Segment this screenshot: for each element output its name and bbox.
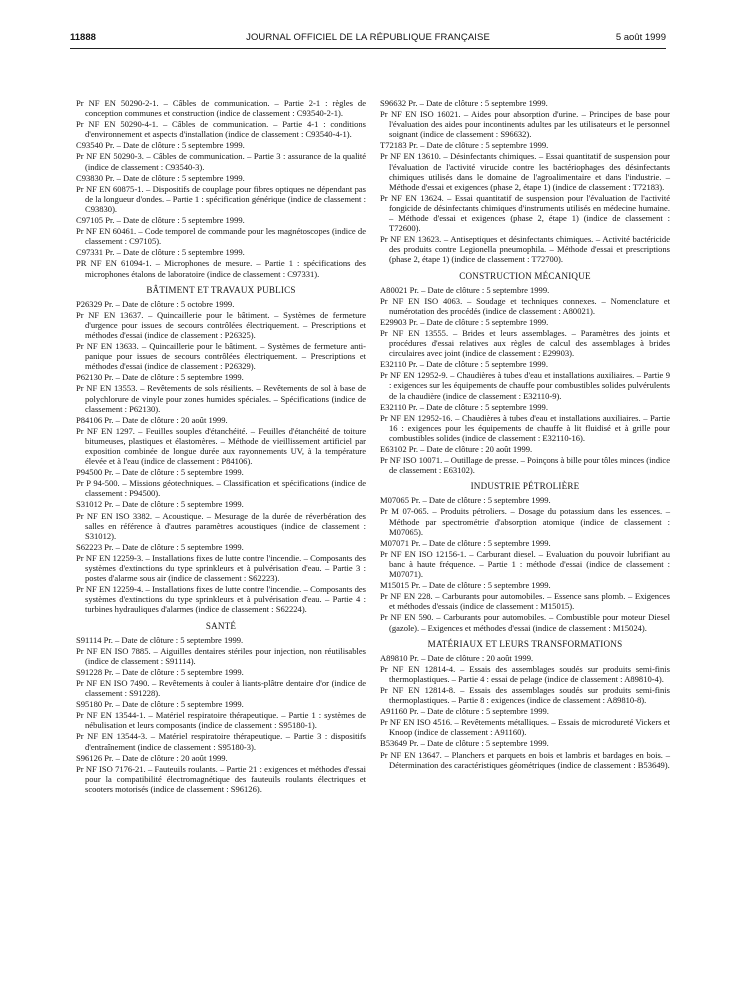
section-heading: CONSTRUCTION MÉCANIQUE bbox=[459, 270, 591, 281]
standard-entry: Pr NF EN 60461. – Code temporel de commande pour les magnétoscopes (indice de classement : C97105). bbox=[76, 226, 366, 247]
closing-date-line: A80021 Pr. – Date de clôture : 5 septembre 1999. bbox=[380, 284, 550, 295]
standard-entry: Pr NF EN ISO 16021. – Aides pour absorption d'urine. – Principes de base pour l'évaluation des aides pour incontinents adultes par les utilisateurs et le personnel soignant (indice de classement : S96632). bbox=[380, 109, 670, 140]
closing-date-line: M07065 Pr. – Date de clôture : 5 septembre 1999. bbox=[380, 495, 551, 506]
standard-entry: PR NF EN 61094-1. – Microphones de mesure. – Partie 1 : spécifications des microphones étalons de laboratoire (indice de classement : C97331). bbox=[76, 258, 366, 279]
standard-entry: Pr NF EN ISO 7885. – Aiguilles dentaires stériles pour injection, non réutilisables (indice de classement : S91114). bbox=[76, 645, 366, 666]
right-column bbox=[380, 98, 670, 771]
closing-date-line: C97331 Pr. – Date de clôture : 5 septembre 1999. bbox=[76, 247, 245, 258]
left-column bbox=[76, 98, 366, 795]
standard-entry: Pr NF EN 228. – Carburants pour automobiles. – Essence sans plomb. – Exigences et méthodes d'essais (indice de classement : M15015). bbox=[380, 591, 670, 612]
standard-entry: Pr NF ISO 7176-21. – Fauteuils roulants. – Partie 21 : exigences et méthodes d'essai pour la compatibilité électromagnétique des fauteuils roulants électriques et scooters motorisés (indice de classement : S96126). bbox=[76, 763, 366, 794]
standard-entry: Pr NF EN 13610. – Désinfectants chimiques. – Essai quantitatif de suspension pour l'évaluation de l'activité virucide contre les bactériophages des désinfectants chimiques utilisés dans le domaine de l'agroalimentaire et dans l'industrie. – Méthode d'essai et exigences (phase 2, étape 1) (indice de classement : T72183). bbox=[380, 151, 670, 192]
standard-entry: Pr NF EN 50290-3. – Câbles de communication. – Partie 3 : assurance de la qualité (indice de classement : C93540-3). bbox=[76, 151, 366, 172]
closing-date-line: A89810 Pr. – Date de clôture : 20 août 1999. bbox=[380, 652, 534, 663]
standard-entry: Pr NF EN 13555. – Brides et leurs assemblages. – Paramètres des joints et procédures d'essai relatives aux règles de calcul des assemblages à brides circulaires avec joint (indice de classement : E29903). bbox=[380, 327, 670, 359]
closing-date-line: M07071 Pr. – Date de clôture : 5 septembre 1999. bbox=[380, 537, 551, 548]
closing-date-line: P84106 Pr. – Date de clôture : 20 août 1999. bbox=[76, 414, 228, 425]
closing-date-line: P62130 Pr. – Date de clôture : 5 septembre 1999. bbox=[76, 372, 244, 383]
closing-date-line: P26329 Pr. – Date de clôture : 5 octobre 1999. bbox=[76, 298, 235, 309]
closing-date-line: S91114 Pr. – Date de clôture : 5 septembre 1999. bbox=[76, 634, 244, 645]
page-number: 11888 bbox=[70, 32, 96, 43]
standard-entry: Pr P 94-500. – Missions géotechniques. – Classification et spécifications (indice de classement : P94500). bbox=[76, 478, 366, 499]
standard-entry: Pr NF EN 12952-9. – Chaudières à tubes d'eau et installations auxiliaires. – Partie 9 : exigences sur les équipements de chauffe pour combustibles solides pulvérulents de la chaudière (indice de classement : E32110-9). bbox=[380, 370, 670, 401]
standard-entry: Pr NF EN 12952-16. – Chaudières à tubes d'eau et installations auxiliaires. – Partie 16 : exigences pour les équipements de chauffe à lit fluidisé et à grille pour combustibles solides (indice de classement : E32110-16). bbox=[380, 412, 670, 443]
section-heading: SANTÉ bbox=[205, 620, 237, 631]
standard-entry: Pr NF EN 50290-4-1. – Câbles de communication. – Partie 4-1 : conditions d'environnement et aspects d'installation (indice de classement : C93540-4-1). bbox=[76, 119, 366, 140]
closing-date-line: T72183 Pr. – Date de clôture : 5 septembre 1999. bbox=[380, 140, 549, 151]
standard-entry: Pr NF EN 13553. – Revêtements de sols résilients. – Revêtements de sol à base de polychlorure de vinyle pour zones humides spéciales. – Spécifications (indice de classement : P62130). bbox=[76, 383, 366, 414]
page-header bbox=[70, 32, 666, 46]
standard-entry: Pr NF EN 13544-3. – Matériel respiratoire thérapeutique. – Partie 3 : dispositifs d'entraînement (indice de classement : S95180-3). bbox=[76, 731, 366, 752]
section-heading: MATÉRIAUX ET LEURS TRANSFORMATIONS bbox=[427, 638, 623, 649]
standard-entry: Pr NF EN 1297. – Feuilles souples d'étanchéité. – Feuilles d'étanchéité de toiture bitumeuses, plastiques et élastomères. – Méthode de vieillissement artificiel par exposition combinée de longue durée aux rayonnements UV, à la température élevée et à l'eau (indice de classement : P84106). bbox=[76, 425, 366, 467]
standard-entry: Pr NF ISO 10071. – Outillage de presse. – Poinçons à bille pour tôles minces (indice de classement : E63102). bbox=[380, 455, 670, 476]
closing-date-line: A91160 Pr. – Date de clôture : 5 septembre 1999. bbox=[380, 706, 549, 717]
closing-date-line: S62223 Pr. – Date de clôture : 5 septembre 1999. bbox=[76, 541, 244, 552]
closing-date-line: M15015 Pr. – Date de clôture : 5 septembre 1999. bbox=[380, 580, 551, 591]
standard-entry: Pr NF EN ISO 4063. – Soudage et techniques connexes. – Nomenclature et numérotation des procédés (indice de classement : A80021). bbox=[380, 295, 670, 316]
standard-entry: Pr M 07-065. – Produits pétroliers. – Dosage du potassium dans les essences. – Méthode par spectrométrie d'absorption atomique (indice de classement : M07065). bbox=[380, 506, 670, 537]
standard-entry: Pr NF EN ISO 4516. – Revêtements métalliques. – Essais de microdureté Vickers et Knoop (indice de classement : A91160). bbox=[380, 717, 670, 738]
standard-entry: Pr NF EN 12259-4. – Installations fixes de lutte contre l'incendie. – Composants des systèmes d'extinctions du type sprinkleurs et à pulvérisation d'eau. – Partie 4 : turbines hydrauliques d'alarmes (indice de classement : S62224). bbox=[76, 584, 366, 615]
section-heading: BÂTIMENT ET TRAVAUX PUBLICS bbox=[146, 284, 296, 295]
journal-title: JOURNAL OFFICIEL DE LA RÉPUBLIQUE FRANÇAISE bbox=[246, 32, 490, 43]
closing-date-line: C93830 Pr. – Date de clôture : 5 septembre 1999. bbox=[76, 172, 245, 183]
closing-date-line: E29903 Pr. – Date de clôture : 5 septembre 1999. bbox=[380, 316, 549, 327]
standard-entry: Pr NF EN 12814-4. – Essais des assemblages soudés sur produits semi-finis thermoplastiques. – Partie 4 : essai de pelage (indice de classement : A89810-4). bbox=[380, 663, 670, 684]
closing-date-line: C93540 Pr. – Date de clôture : 5 septembre 1999. bbox=[76, 140, 245, 151]
closing-date-line: B53649 Pr. – Date de clôture : 5 septembre 1999. bbox=[380, 738, 549, 749]
section-heading: INDUSTRIE PÉTROLIÈRE bbox=[470, 481, 580, 492]
header-rule bbox=[70, 48, 666, 49]
standard-entry: Pr NF EN 12814-8. – Essais des assemblages soudés sur produits semi-finis thermoplastiques. – Partie 8 : exigences (indice de classement : A89810-8). bbox=[380, 684, 670, 706]
closing-date-line: S95180 Pr. – Date de clôture : 5 septembre 1999. bbox=[76, 699, 244, 710]
standard-entry: Pr NF EN 13624. – Essai quantitatif de suspension pour l'évaluation de l'activité fongicide de désinfectants chimiques d'instruments utilisés en médecine humaine. – Méthode d'essai et exigences (phase 2, étape 1) (indice de classement : T72600). bbox=[380, 192, 670, 234]
standard-entry: Pr NF EN 13647. – Planchers et parquets en bois et lambris et bardages en bois. – Détermination des caractéristiques géométriques (indice de classement : B53649). bbox=[380, 749, 670, 770]
closing-date-line: C97105 Pr. – Date de clôture : 5 septembre 1999. bbox=[76, 215, 245, 226]
standard-entry: Pr NF EN ISO 3382. – Acoustique. – Mesurage de la durée de réverbération des salles en référence à d'autres paramètres acoustiques (indice de classement : S31012). bbox=[76, 510, 366, 541]
standard-entry: Pr NF EN 590. – Carburants pour automobiles. – Combustible pour moteur Diesel (gazole). – Exigences et méthodes d'essai (indice de classement : M15024). bbox=[380, 612, 670, 633]
standard-entry: Pr NF EN 50290-2-1. – Câbles de communication. – Partie 2-1 : règles de conception communes et construction (indice de classement : C93540-2-1). bbox=[76, 98, 366, 119]
issue-date: 5 août 1999 bbox=[615, 32, 666, 43]
standard-entry: Pr NF EN 13544-1. – Matériel respiratoire thérapeutique. – Partie 1 : systèmes de nébulisation et leurs composants (indice de classement : S95180-1). bbox=[76, 710, 366, 731]
closing-date-line: E63102 Pr. – Date de clôture : 20 août 1999. bbox=[380, 444, 533, 454]
closing-date-line: S91228 Pr. – Date de clôture : 5 septembre 1999. bbox=[76, 666, 244, 677]
standard-entry: Pr NF EN 60875-1. – Dispositifs de couplage pour fibres optiques ne dépendant pas de la longueur d'ondes. – Partie 1 : spécification générique (indice de classement : C93830). bbox=[76, 183, 366, 214]
closing-date-line: S96632 Pr. – Date de clôture : 5 septembre 1999. bbox=[380, 98, 548, 108]
closing-date-line: S31012 Pr. – Date de clôture : 5 septembre 1999. bbox=[76, 499, 244, 510]
standard-entry: Pr NF EN ISO 12156-1. – Carburant diesel. – Evaluation du pouvoir lubrifiant au banc à haute fréquence. – Partie 1 : méthode d'essai (indice de classement : M07071). bbox=[380, 548, 670, 580]
standard-entry: Pr NF EN 13637. – Quincaillerie pour le bâtiment. – Systèmes de fermeture d'urgence pour issues de secours contrôlées électriquement. – Prescriptions et méthodes d'essai (indice de classement : P26325). bbox=[76, 309, 366, 340]
closing-date-line: E32110 Pr. – Date de clôture : 5 septembre 1999. bbox=[380, 401, 548, 412]
standard-entry: Pr NF EN 13623. – Antiseptiques et désinfectants chimiques. – Activité bactéricide des produits contre Legionella pneumophila. – Méthode d'essai et prescriptions (phase 2, étape 1) (indice de classement : T72700). bbox=[380, 234, 670, 265]
closing-date-line: P94500 Pr. – Date de clôture : 5 septembre 1999. bbox=[76, 467, 244, 478]
standard-entry: Pr NF EN ISO 7490. – Revêtements à couler à liants-plâtre dentaire d'or (indice de classement : S91228). bbox=[76, 677, 366, 699]
closing-date-line: E32110 Pr. – Date de clôture : 5 septembre 1999. bbox=[380, 359, 548, 370]
standard-entry: Pr NF EN 12259-3. – Installations fixes de lutte contre l'incendie. – Composants des systèmes d'extinctions du type sprinkleurs et à pulvérisation d'eau. – Partie 3 : postes d'alarme sous air (indice de classement : S62223). bbox=[76, 552, 366, 584]
standard-entry: Pr NF EN 13633. – Quincaillerie pour le bâtiment. – Systèmes de fermeture anti-panique pour issues de secours contrôlées électriquement. – Prescriptions et méthodes d'essai (indice de classement : P26329). bbox=[76, 341, 366, 372]
closing-date-line: S96126 Pr. – Date de clôture : 20 août 1999. bbox=[76, 752, 228, 763]
